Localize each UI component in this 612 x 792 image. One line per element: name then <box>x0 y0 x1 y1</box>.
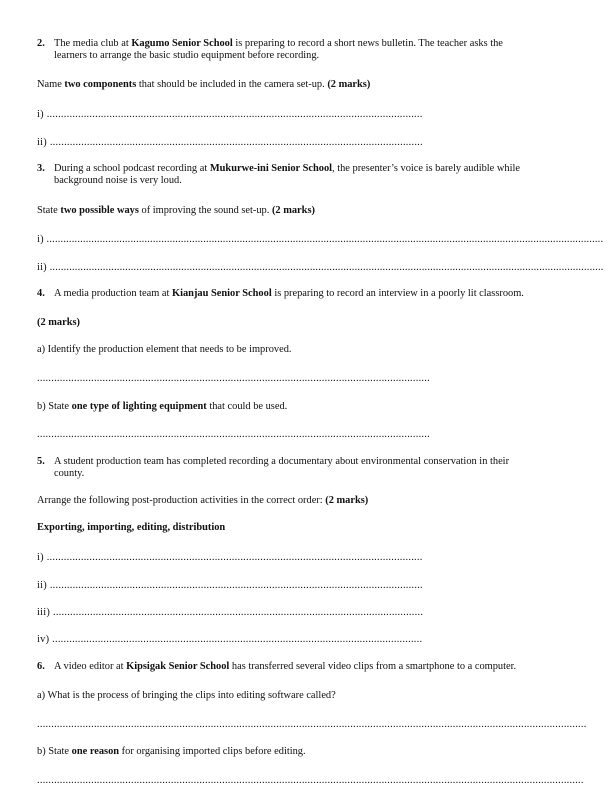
answer-line: iii) .................................................................................................................................. <box>37 607 424 618</box>
marks-label: (2 marks) <box>271 205 315 216</box>
question-text: A media production team at Kianjau Senior School is preparing to record an interview in a poorly lit classroom. <box>54 288 524 299</box>
instruction: State two possible ways of improving the sound set-up. (2 marks) <box>37 205 315 216</box>
school-name: Kianjau Senior School <box>172 288 272 299</box>
question-number: 4. <box>37 288 45 299</box>
question-number: 6. <box>37 661 45 672</box>
answer-line: ................................................................................................................................................................................................. <box>37 719 587 730</box>
question-text: During a school podcast recording at Mukurwe-ini Senior School, the presenter’s voice is barely audible while <box>54 163 520 174</box>
sub-question-b: b) State one reason for organising imported clips before editing. <box>37 746 306 757</box>
school-name: Kipsigak Senior School <box>126 661 230 672</box>
sub-question-a: a) What is the process of bringing the clips into editing software called? <box>37 690 336 701</box>
answer-line: ................................................................................................................................................................................................ <box>37 775 584 786</box>
question-number: 3. <box>37 163 45 174</box>
answer-line: i) .................................................................................................................................... <box>37 552 423 563</box>
answer-line: i) .................................................................................................................................... <box>37 109 423 120</box>
school-name: Mukurwe-ini Senior School <box>209 163 333 174</box>
answer-line: .......................................................................................................................................... <box>37 429 430 440</box>
answer-line: i) ....................................................................................................................................................................................................... <box>37 234 604 245</box>
marks-label: (2 marks) <box>37 317 80 328</box>
answer-line: iv) .................................................................................................................................. <box>37 634 423 645</box>
marks-label: (2 marks) <box>327 79 371 90</box>
question-4 <box>37 288 602 300</box>
question-6 <box>37 661 602 673</box>
answer-line: ii) ................................................................................................................................... <box>37 580 423 591</box>
question-number: 2. <box>37 38 45 49</box>
sub-question-a: a) Identify the production element that needs to be improved. <box>37 344 292 355</box>
question-text-cont: learners to arrange the basic studio equipment before recording. <box>54 50 320 61</box>
question-text: The media club at Kagumo Senior School is preparing to record a short news bulletin. The teacher asks the <box>54 38 503 49</box>
question-text-cont: county. <box>54 468 85 479</box>
sub-question-b: b) State one type of lighting equipment that could be used. <box>37 401 288 412</box>
question-text-cont: background noise is very loud. <box>54 175 182 186</box>
question-number: 5. <box>37 456 45 467</box>
answer-line: ii) ................................................................................................................................... <box>37 137 423 148</box>
school-name: Kagumo Senior School <box>131 38 233 49</box>
answer-line: .......................................................................................................................................... <box>37 373 430 384</box>
instruction: Name two components that should be included in the camera set-up. (2 marks) <box>37 79 371 90</box>
activity-list: Exporting, importing, editing, distribution <box>37 522 226 533</box>
marks-label: (2 marks) <box>325 495 369 506</box>
question-5 <box>37 456 602 480</box>
question-text: A student production team has completed recording a documentary about environmental conservation in their <box>54 456 510 467</box>
question-3 <box>37 163 602 187</box>
instruction: Arrange the following post-production activities in the correct order: (2 marks) <box>37 495 369 506</box>
question-text: A video editor at Kipsigak Senior School has transferred several video clips from a smartphone to a computer. <box>54 661 517 672</box>
question-2 <box>37 38 602 62</box>
answer-line: ii) ...................................................................................................................................................................................................... <box>37 262 604 273</box>
